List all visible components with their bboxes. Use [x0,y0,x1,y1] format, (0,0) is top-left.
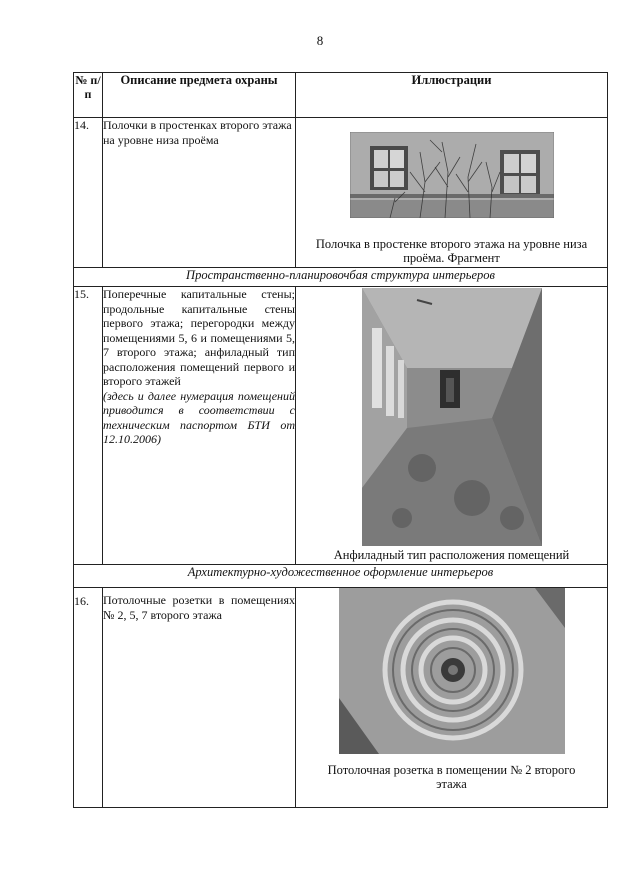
row-description [103,118,296,268]
illustration-caption: Потолочная розетка в помещении № 2 второго этажа [327,763,576,791]
illustration-caption: Полочка в простенке второго этажа на уровне низа проёма. Фрагмент [315,237,588,265]
row-number: 16. [74,588,103,808]
row-number: 15. [74,287,103,565]
header-description: Описание предмета охраны [103,73,296,118]
ceiling-rosette-photo [339,588,565,754]
table-row [74,287,608,565]
table-row [74,588,608,808]
section-heading: Архитектурно-художественное оформление интерьеров [74,565,608,588]
enfilade-corridor-photo [362,288,542,546]
row-illustration [296,287,608,565]
description-note: (здесь и далее нумерация помещений приводится в соответствии с техническим паспортом БТИ от 12.10.2006) [103,388,295,446]
row-description [103,588,296,808]
header-illustrations: Иллюстрации [296,73,608,118]
description-text: Полочки в простенках второго этажа на уровне низа проёма [103,118,292,147]
row-number: 14. [74,118,103,268]
section-row [74,565,608,588]
page-number: 8 [316,33,324,48]
header-num: № п/ п [74,73,103,118]
protection-subject-table [73,72,608,808]
description-text: Потолочные розетки в помещениях № 2, 5, 7 второго этажа [103,593,295,622]
table-header-row [74,73,608,118]
row-illustration [296,588,608,808]
description-text: Поперечные капитальные стены; продольные капитальные стены первого этажа; перегородки между помещениями 5, 6 и помещениями 5, 7 второго этажа; анфиладный тип расположения помещений первого и второго этажей [103,287,295,388]
table-row [74,118,608,268]
row-illustration [296,118,608,268]
row-description [103,287,296,565]
section-heading: Пространственно-планировочбая структура интерьеров [74,268,608,287]
illustration-caption: Анфиладный тип расположения помещений [333,548,570,562]
window-shelf-photo [350,132,554,218]
section-row [74,268,608,287]
